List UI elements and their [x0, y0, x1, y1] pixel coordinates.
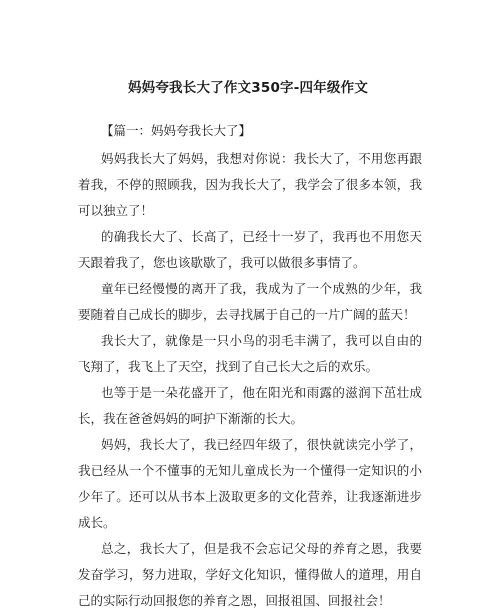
- article-body: [78, 146, 422, 614]
- paragraph: 童年已经慢慢的离开了我，我成为了一个成熟的少年，我要随着自己成长的脚步，去寻找属于自己的一片广阔的蓝天！: [78, 281, 422, 322]
- paragraph: 妈妈我长大了妈妈，我想对你说：我长大了，不用您再跟着我，不停的照顾我，因为我长大了，我学会了很多本领，我可以独立了！: [78, 151, 422, 218]
- paragraph: 也等于是一朵花盛开了，他在阳光和雨露的滋润下茁壮成长，我在爸爸妈妈的呵护下渐渐的长大。: [78, 385, 422, 426]
- section-heading: 【篇一：妈妈夸我长大了】: [101, 123, 252, 138]
- paragraph: 总之，我长大了，但是我不会忘记父母的养育之恩，我要发奋学习，努力进取，学好文化知识，懂得做人的道理，用自己的实际行动回报您的养育之恩，回报祖国、回报社会！: [78, 541, 422, 608]
- paragraph: 妈妈，我长大了，我已经四年级了，很快就读完小学了，我已经从一个不懂事的无知儿童成长为一个懂得一定知识的小少年了。还可以从书本上汲取更多的文化营养，让我逐渐进步成长。: [78, 437, 422, 530]
- paragraph: 我长大了，就像是一只小鸟的羽毛丰满了，我可以自由的飞翔了，我飞上了天空，找到了自己长大之后的欢乐。: [78, 333, 422, 374]
- document-title: 妈妈夸我长大了作文350字-四年级作文: [127, 80, 369, 96]
- paragraph: 的确我长大了、长高了，已经十一岁了，我再也不用您天天跟着我了，您也该歇歇了，我可以做很多事情了。: [78, 229, 422, 270]
